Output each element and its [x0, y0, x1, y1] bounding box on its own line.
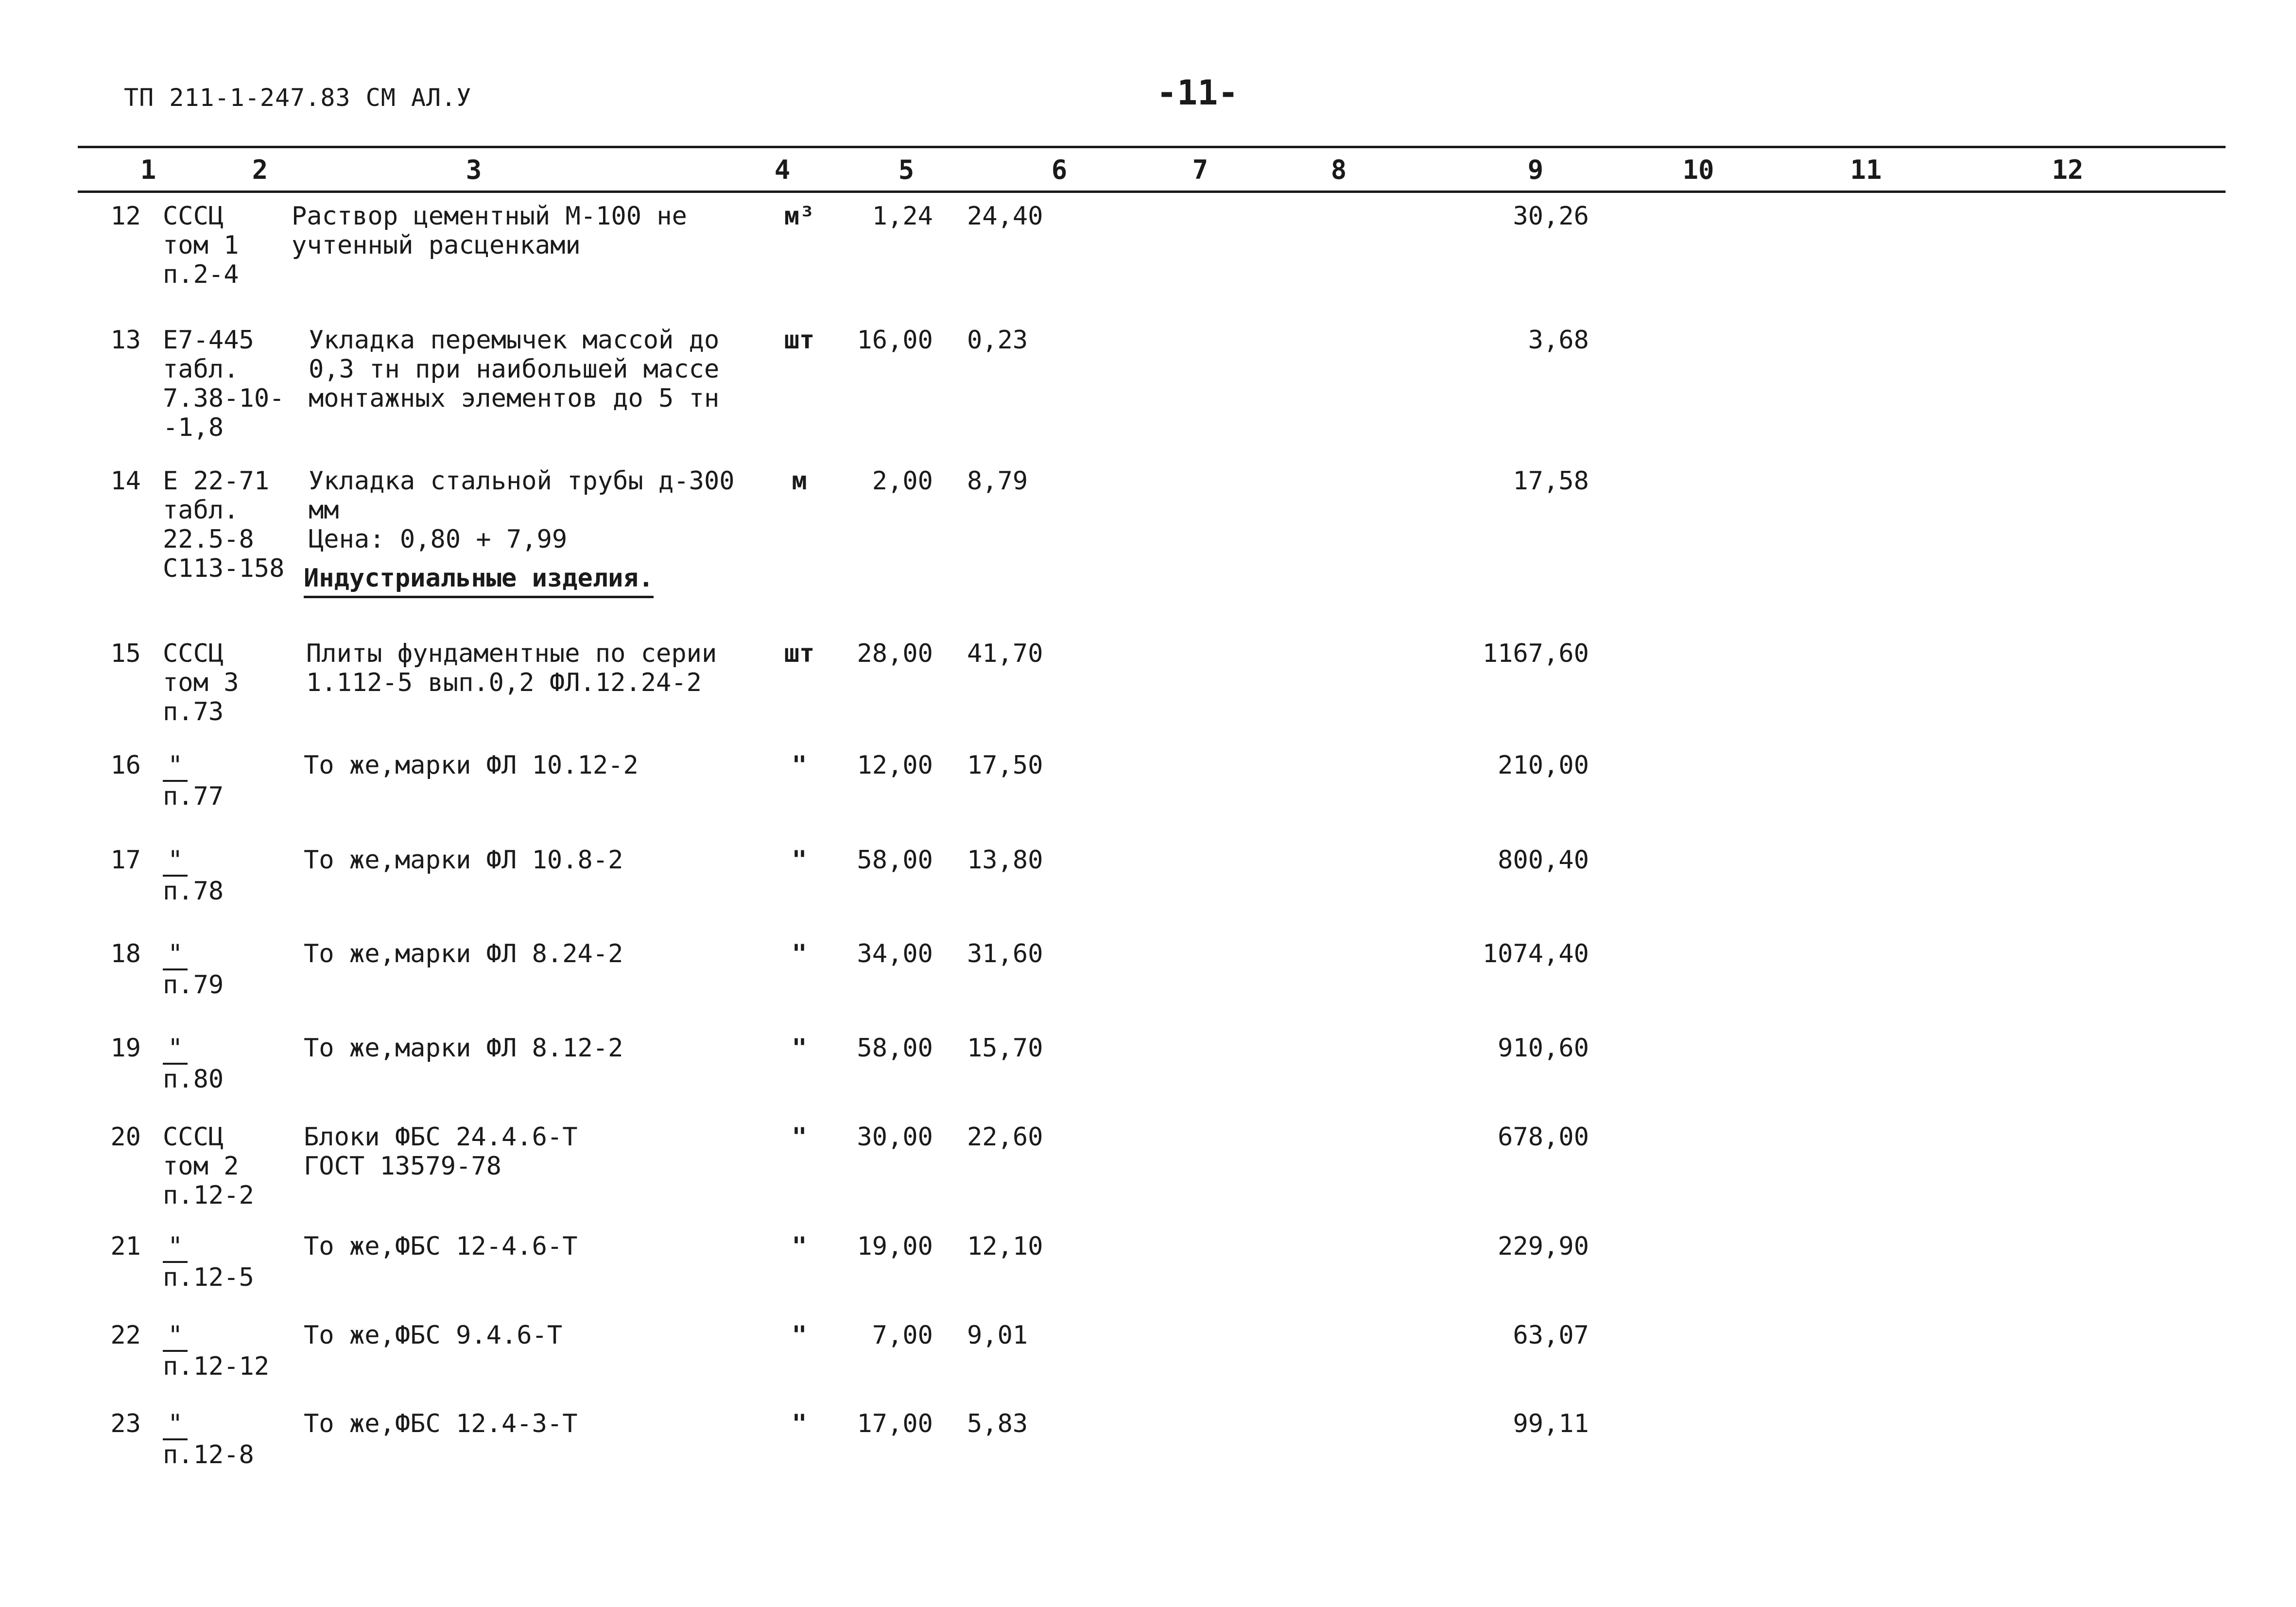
- row-unit: ": [792, 939, 807, 968]
- row-reference-ditto: " п.78: [163, 846, 224, 906]
- row-quantity: 28,00: [857, 639, 933, 668]
- row-unit: ": [792, 1321, 807, 1350]
- row-quantity: 2,00: [872, 467, 933, 496]
- row-number: 13: [110, 326, 141, 355]
- row-reference: СССЦ том 2 п.12-2: [163, 1123, 254, 1210]
- column-header-8: 8: [1330, 155, 1347, 185]
- row-description: То же,марки ФЛ 10.8-2: [304, 846, 623, 875]
- section-title: Индустриальные изделия.: [304, 564, 654, 598]
- row-reference: Е7-445 табл. 7.38-10- -1,8: [163, 326, 285, 442]
- row-unit: ": [792, 1232, 807, 1261]
- column-header-7: 7: [1192, 155, 1208, 185]
- row-description: То же,марки ФЛ 8.24-2: [304, 939, 623, 968]
- row-unit: ": [792, 1409, 807, 1438]
- row-unit: ": [792, 1034, 807, 1063]
- row-total: 30,26: [1513, 202, 1589, 231]
- row-number: 22: [110, 1321, 141, 1350]
- row-reference: СССЦ том 3 п.73: [163, 639, 239, 726]
- row-quantity: 12,00: [857, 751, 933, 780]
- row-unit: ": [792, 751, 807, 780]
- row-reference-ditto: " п.12-8: [163, 1409, 254, 1469]
- column-header-1: 1: [140, 155, 156, 185]
- row-description: Плиты фундаментные по серии 1.112-5 вып.0,2 ФЛ.12.24-2: [306, 639, 717, 697]
- row-number: 18: [110, 939, 141, 968]
- row-unit: ": [792, 1123, 807, 1152]
- row-unit-price: 17,50: [967, 751, 1043, 780]
- row-number: 16: [110, 751, 141, 780]
- row-quantity: 1,24: [872, 202, 933, 231]
- row-total: 210,00: [1498, 751, 1589, 780]
- row-unit-price: 9,01: [967, 1321, 1028, 1350]
- row-unit-price: 5,83: [967, 1409, 1028, 1438]
- row-description: Раствор цементный М-100 не учтенный расценками: [292, 202, 687, 260]
- row-unit-price: 0,23: [967, 326, 1028, 355]
- row-quantity: 34,00: [857, 939, 933, 968]
- row-reference: СССЦ том 1 п.2-4: [163, 202, 239, 289]
- ditto-mark: ": [163, 1321, 188, 1352]
- table-header-rule: [78, 190, 2226, 193]
- row-number: 14: [110, 467, 141, 496]
- row-quantity: 17,00: [857, 1409, 933, 1438]
- row-total: 800,40: [1498, 846, 1589, 875]
- row-quantity: 30,00: [857, 1123, 933, 1152]
- row-unit-price: 24,40: [967, 202, 1043, 231]
- row-description: То же,ФБС 12-4.6-Т: [304, 1232, 578, 1261]
- ditto-mark: ": [163, 751, 188, 782]
- row-unit-price: 15,70: [967, 1034, 1043, 1063]
- ditto-mark: ": [163, 1409, 188, 1440]
- column-header-3: 3: [466, 155, 482, 185]
- row-number: 12: [110, 202, 141, 231]
- row-unit-price: 13,80: [967, 846, 1043, 875]
- row-reference-ditto: " п.12-5: [163, 1232, 254, 1292]
- row-unit-price: 41,70: [967, 639, 1043, 668]
- row-quantity: 58,00: [857, 846, 933, 875]
- row-total: 17,58: [1513, 467, 1589, 496]
- column-header-5: 5: [898, 155, 915, 185]
- row-reference-ditto: " п.80: [163, 1034, 224, 1094]
- row-total: 99,11: [1513, 1409, 1589, 1438]
- row-total: 910,60: [1498, 1034, 1589, 1063]
- row-description: Укладка стальной трубы д-300 мм Цена: 0,80 + 7,99: [309, 467, 735, 554]
- column-header-6: 6: [1051, 155, 1068, 185]
- row-total: 229,90: [1498, 1232, 1589, 1261]
- row-description: Блоки ФБС 24.4.6-Т ГОСТ 13579-78: [304, 1123, 578, 1181]
- column-header-10: 10: [1682, 155, 1714, 185]
- row-reference-ditto: " п.12-12: [163, 1321, 270, 1381]
- row-quantity: 16,00: [857, 326, 933, 355]
- row-unit-price: 8,79: [967, 467, 1028, 496]
- row-quantity: 58,00: [857, 1034, 933, 1063]
- row-total: 3,68: [1528, 326, 1589, 355]
- row-unit-price: 31,60: [967, 939, 1043, 968]
- row-unit: м³: [784, 202, 815, 231]
- row-description: Укладка перемычек массой до 0,3 тн при наибольшей массе монтажных элементов до 5 тн: [309, 326, 720, 413]
- column-header-2: 2: [252, 155, 268, 185]
- column-header-4: 4: [774, 155, 791, 185]
- row-reference-ditto: " п.79: [163, 939, 224, 1000]
- row-unit-price: 22,60: [967, 1123, 1043, 1152]
- row-number: 21: [110, 1232, 141, 1261]
- column-header-12: 12: [2052, 155, 2084, 185]
- column-header-11: 11: [1850, 155, 1882, 185]
- row-description: То же,ФБС 9.4.6-Т: [304, 1321, 563, 1350]
- page-number: -11-: [1157, 73, 1239, 113]
- row-number: 20: [110, 1123, 141, 1152]
- table-top-rule: [78, 146, 2226, 148]
- row-number: 19: [110, 1034, 141, 1063]
- row-description: То же,марки ФЛ 8.12-2: [304, 1034, 623, 1063]
- ditto-mark: ": [163, 1034, 188, 1065]
- row-total: 63,07: [1513, 1321, 1589, 1350]
- row-number: 17: [110, 846, 141, 875]
- row-unit: шт: [784, 326, 815, 355]
- row-reference-ditto: " п.77: [163, 751, 224, 811]
- row-quantity: 19,00: [857, 1232, 933, 1261]
- column-header-9: 9: [1527, 155, 1544, 185]
- row-total: 678,00: [1498, 1123, 1589, 1152]
- row-number: 23: [110, 1409, 141, 1438]
- row-unit: шт: [784, 639, 815, 668]
- row-unit: м: [792, 467, 807, 496]
- ditto-mark: ": [163, 846, 188, 877]
- row-number: 15: [110, 639, 141, 668]
- row-description: То же,ФБС 12.4-3-Т: [304, 1409, 578, 1438]
- ditto-mark: ": [163, 939, 188, 970]
- row-description: То же,марки ФЛ 10.12-2: [304, 751, 639, 780]
- row-unit-price: 12,10: [967, 1232, 1043, 1261]
- document-code: ТП 211-1-247.83 СМ АЛ.У: [124, 84, 472, 112]
- row-reference: Е 22-71 табл. 22.5-8 С113-158: [163, 467, 285, 583]
- row-quantity: 7,00: [872, 1321, 933, 1350]
- ditto-mark: ": [163, 1232, 188, 1263]
- row-unit: ": [792, 846, 807, 875]
- row-total: 1167,60: [1482, 639, 1589, 668]
- row-total: 1074,40: [1482, 939, 1589, 968]
